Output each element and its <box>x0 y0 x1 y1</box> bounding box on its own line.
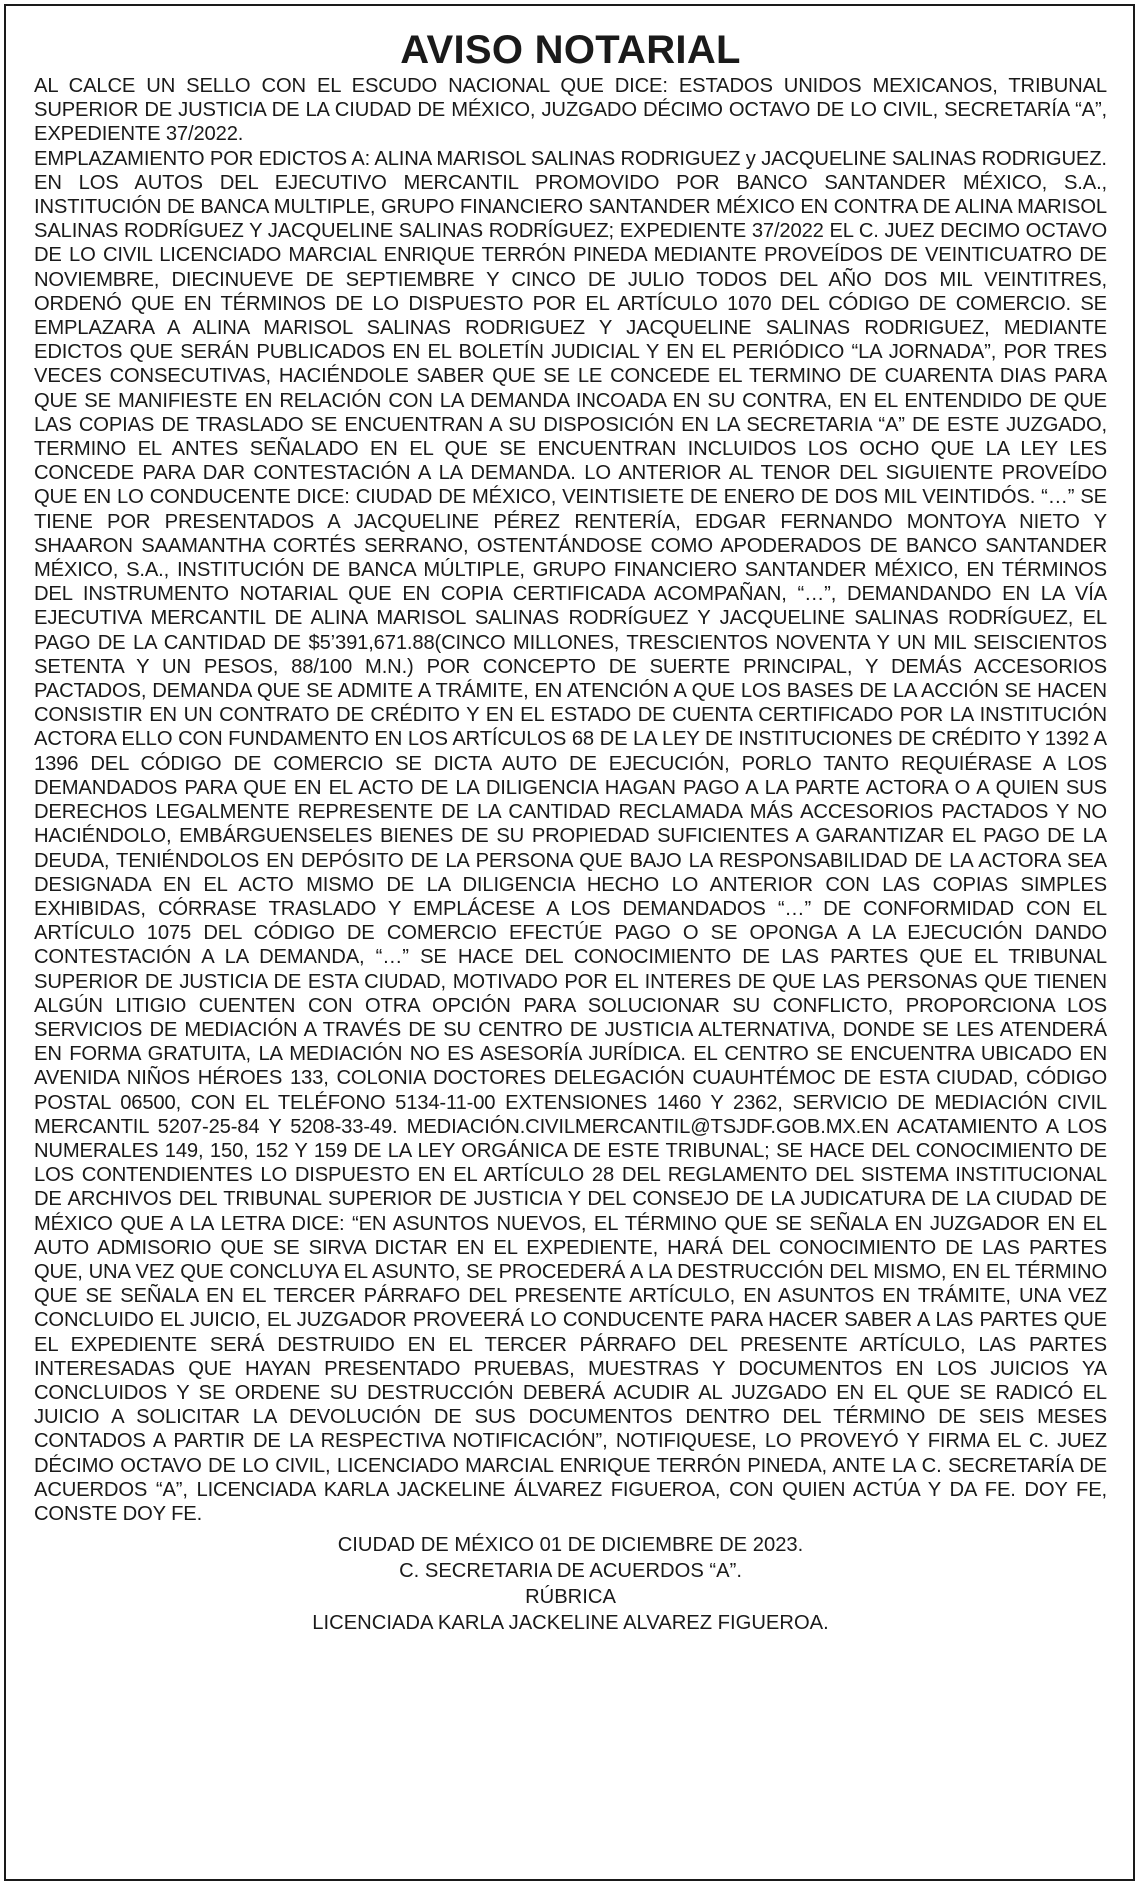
notice-title: AVISO NOTARIAL <box>400 28 741 72</box>
signature-block <box>34 1532 1107 1636</box>
notice-paragraph-summons: EMPLAZAMIENTO POR EDICTOS A: ALINA MARISOL SALINAS RODRIGUEZ y JACQUELINE SALINAS RODRIGUEZ. <box>34 147 1107 170</box>
notice-paragraph-body: EN LOS AUTOS DEL EJECUTIVO MERCANTIL PROMOVIDO POR BANCO SANTANDER MÉXICO, S.A., INSTITUCIÓN DE BANCA MULTIPLE, GRUPO FINANCIERO SANTANDER MÉXICO EN CONTRA DE ALINA MARISOL SALINAS RODRÍGUEZ Y JACQUELINE SALINAS RODRÍGUEZ; EXPEDIENTE 37/2022 EL C. JUEZ DECIMO OCTAVO DE LO CIVIL LICENCIADO MARCIAL ENRIQUE TERRÓN PINEDA MEDIANTE PROVEÍDOS DE VEINTICUATRO DE NOVIEMBRE, DIECINUEVE DE SEPTIEMBRE Y CINCO DE JULIO TODOS DEL AÑO DOS MIL VEINTITRES, ORDENÓ QUE EN TÉRMINOS DE LO DISPUESTO POR EL ARTÍCULO 1070 DEL CÓDIGO DE COMERCIO. SE EMPLAZARA A ALINA MARISOL SALINAS RODRIGUEZ Y JACQUELINE SALINAS RODRIGUEZ, MEDIANTE EDICTOS QUE SERÁN PUBLICADOS EN EL BOLETÍN JUDICIAL Y EN EL PERIÓDICO “LA JORNADA”, POR TRES VECES CONSECUTIVAS, HACIÉNDOLE SABER QUE SE LE CONCEDE EL TERMINO DE CUARENTA DIAS PARA QUE SE MANIFIESTE EN RELACIÓN CON LA DEMANDA INCOADA EN SU CONTRA, EN EL ENTENDIDO DE QUE LAS COPIAS DE TRASLADO SE ENCUENTRAN A SU DISPOSICIÓN EN LA SECRETARIA “A” DE ESTE JUZGADO, TERMINO EL ANTES SEÑALADO EN EL QUE SE ENCUENTRAN INCLUIDOS LOS OCHO QUE LA LEY LES CONCEDE PARA DAR CONTESTACIÓN A LA DEMANDA. LO ANTERIOR AL TENOR DEL SIGUIENTE PROVEÍDO QUE EN LO CONDUCENTE DICE: CIUDAD DE MÉXICO, VEINTISIETE DE ENERO DE DOS MIL VEINTIDÓS. “…” SE TIENE POR PRESENTADOS A JACQUELINE PÉREZ RENTERÍA, EDGAR FERNANDO MONTOYA NIETO Y SHAARON SAAMANTHA CORTÉS SERRANO, OSTENTÁNDOSE COMO APODERADOS DE BANCO SANTANDER MÉXICO, S.A., INSTITUCIÓN DE BANCA MÚLTIPLE, GRUPO FINANCIERO SANTANDER MÉXICO, EN TÉRMINOS DEL INSTRUMENTO NOTARIAL QUE EN COPIA CERTIFICADA ACOMPAÑAN, “…”, DEMANDANDO EN LA VÍA EJECUTIVA MERCANTIL DE ALINA MARISOL SALINAS RODRÍGUEZ Y JACQUELINE SALINAS RODRÍGUEZ, EL PAGO DE LA CANTIDAD DE $5’391,671.88(CINCO MILLONES, TRESCIENTOS NOVENTA Y UN MIL SEISCIENTOS SETENTA Y UN PESOS, 88/100 M.N.) POR CONCEPTO DE SUERTE PRINCIPAL, Y DEMÁS ACCESORIOS PACTADOS, DEMANDA QUE SE ADMITE A TRÁMITE, EN ATENCIÓN A QUE LOS BASES DE LA ACCIÓN SE HACEN CONSISTIR EN UN CONTRATO DE CRÉDITO Y EN EL ESTADO DE CUENTA CERTIFICADO POR LA INSTITUCIÓN ACTORA ELLO CON FUNDAMENTO EN LOS ARTÍCULOS 68 DE LA LEY DE INSTITUCIONES DE CRÉDITO Y 1392 A 1396 DEL CÓDIGO DE COMERCIO SE DICTA AUTO DE EJECUCIÓN, PORLO TANTO REQUIÉRASE A LOS DEMANDADOS PARA QUE EN EL ACTO DE LA DILIGENCIA HAGAN PAGO A LA PARTE ACTORA O A QUIEN SUS DERECHOS LEGALMENTE REPRESENTE DE LA CANTIDAD RECLAMADA MÁS ACCESORIOS PACTADOS Y NO HACIÉNDOLO, EMBÁRGUENSELES BIENES DE SU PROPIEDAD SUFICIENTES A GARANTIZAR EL PAGO DE LA DEUDA, TENIÉNDOLOS EN DEPÓSITO DE LA PERSONA QUE BAJO LA RESPONSABILIDAD DE LA ACTORA SEA DESIGNADA EN EL ACTO MISMO DE LA DILIGENCIA HECHO LO ANTERIOR CON LAS COPIAS SIMPLES EXHIBIDAS, CÓRRASE TRASLADO Y EMPLÁCESE A LOS DEMANDADOS “…” DE CONFORMIDAD CON EL ARTÍCULO 1075 DEL CÓDIGO DE COMERCIO EFECTÚE PAGO O SE OPONGA A LA EJECUCIÓN DANDO CONTESTACIÓN A LA DEMANDA, “…” SE HACE DEL CONOCIMIENTO DE LAS PARTES QUE EL TRIBUNAL SUPERIOR DE JUSTICIA DE ESTA CIUDAD, MOTIVADO POR EL INTERES DE QUE LAS PERSONAS QUE TIENEN ALGÚN LITIGIO CUENTEN CON OTRA OPCIÓN PARA SOLUCIONAR SU CONFLICTO, PROPORCIONA LOS SERVICIOS DE MEDIACIÓN A TRAVÉS DE SU CENTRO DE JUSTICIA ALTERNATIVA, DONDE SE LES ATENDERÁ EN FORMA GRATUITA, LA MEDIACIÓN NO ES ASESORÍA JURÍDICA. EL CENTRO SE ENCUENTRA UBICADO EN AVENIDA NIÑOS HÉROES 133, COLONIA DOCTORES DELEGACIÓN CUAUHTÉMOC DE ESTA CIUDAD, CÓDIGO POSTAL 06500, CON EL TELÉFONO 5134-11-00 EXTENSIONES 1460 Y 2362, SERVICIO DE MEDIACIÓN CIVIL MERCANTIL 5207-25-84 Y 5208-33-49. MEDIACIÓN.CIVILMERCANTIL@TSJDF.GOB.MX.EN ACATAMIENTO A LOS NUMERALES 149, 150, 152 Y 159 DE LA LEY ORGÁNICA DE ESTE TRIBUNAL; SE HACE DEL CONOCIMIENTO DE LOS CONTENDIENTES LO DISPUESTO EN EL ARTÍCULO 28 DEL REGLAMENTO DEL SISTEMA INSTITUCIONAL DE ARCHIVOS DEL TRIBUNAL SUPERIOR DE JUSTICIA Y DEL CONSEJO DE LA JUDICATURA DE LA CIUDAD DE MÉXICO QUE A LA LETRA DICE: “EN ASUNTOS NUEVOS, EL TÉRMINO QUE SE SEÑALA EN JUZGADOR EN EL AUTO ADMISORIO QUE SE SIRVA DICTAR EN EL EXPEDIENTE, HARÁ DEL CONOCIMIENTO DE LAS PARTES QUE, UNA VEZ QUE CONCLUYA EL ASUNTO, SE PROCEDERÁ A LA DESTRUCCIÓN DEL MISMO, EN EL TÉRMINO QUE SE SEÑALA EN EL TERCER PÁRRAFO DEL PRESENTE ARTÍCULO, EN ASUNTOS EN TRÁMITE, UNA VEZ CONCLUIDO EL JUICIO, EL JUZGADOR PROVEERÁ LO CONDUCENTE PARA HACER SABER A LAS PARTES QUE EL EXPEDIENTE SERÁ DESTRUIDO EN EL TERCER PÁRRAFO DEL PRESENTE ARTÍCULO, LAS PARTES INTERESADAS QUE HAYAN PRESENTADO PRUEBAS, MUESTRAS Y DOCUMENTOS EN LOS JUICIOS YA CONCLUIDOS Y SE ORDENE SU DESTRUCCIÓN DEBERÁ ACUDIR AL JUZGADO EN EL QUE SE RADICÓ EL JUICIO A SOLICITAR LA DEVOLUCIÓN DE SUS DOCUMENTOS DENTRO DEL TÉRMINO DE SEIS MESES CONTADOS A PARTIR DE LA RESPECTIVA NOTIFICACIÓN”, NOTIFIQUESE, LO PROVEYÓ Y FIRMA EL C. JUEZ DÉCIMO OCTAVO DE LO CIVIL, LICENCIADO MARCIAL ENRIQUE TERRÓN PINEDA, ANTE LA C. SECRETARÍA DE ACUERDOS “A”, LICENCIADA KARLA JACKELINE ÁLVAREZ FIGUEROA, CON QUIEN ACTÚA Y DA FE. DOY FE, CONSTE DOY FE. <box>34 171 1107 1525</box>
signature-name: LICENCIADA KARLA JACKELINE ALVAREZ FIGUEROA. <box>312 1612 829 1635</box>
signature-role: C. SECRETARIA DE ACUERDOS “A”. <box>399 1560 742 1583</box>
notarial-notice <box>4 4 1135 1881</box>
signature-place-date: CIUDAD DE MÉXICO 01 DE DICIEMBRE DE 2023. <box>337 1534 804 1557</box>
notice-paragraph-seal: AL CALCE UN SELLO CON EL ESCUDO NACIONAL QUE DICE: ESTADOS UNIDOS MEXICANOS, TRIBUNAL SUPERIOR DE JUSTICIA DE LA CIUDAD DE MÉXICO, JUZGADO DÉCIMO OCTAVO DE LO CIVIL, SECRETARÍA “A”, EXPEDIENTE 37/2022. <box>34 75 1107 146</box>
signature-rubrica: RÚBRICA <box>525 1586 616 1609</box>
